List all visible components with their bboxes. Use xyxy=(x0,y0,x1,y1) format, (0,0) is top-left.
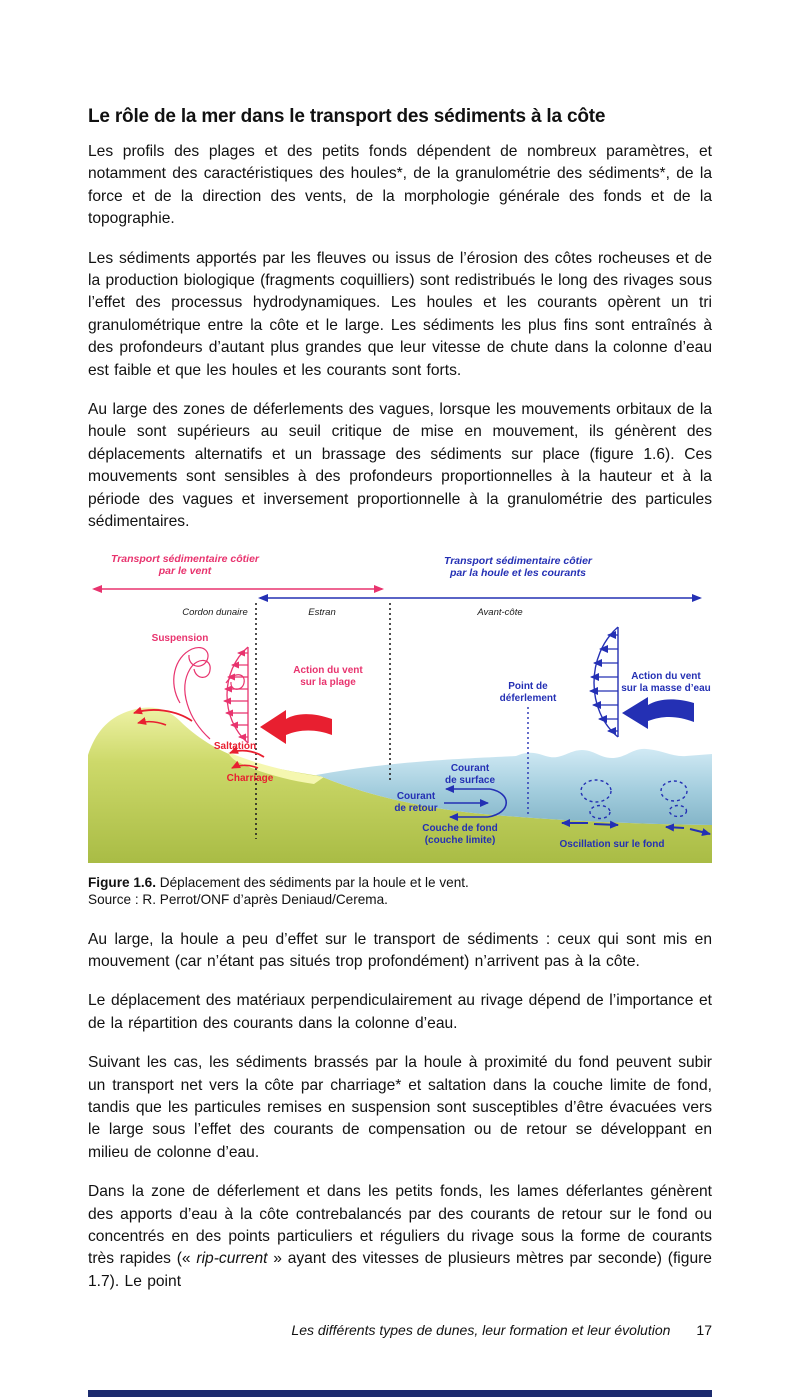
page-footer xyxy=(88,1322,712,1338)
charriage-label: Charriage xyxy=(226,772,274,784)
svg-text:de surface: de surface xyxy=(444,774,496,786)
paragraph: Suivant les cas, les sédiments brassés par la houle à proximité du fond peuvent subir un transport net vers la côte par charriage* et saltation dans la couche limite de fond, tandis que les particules remises en suspension sont susceptibles d’être évacuées vers le large sous l’effet des courants de compensation ou de retour se développant en milieu de colonne d’eau. xyxy=(88,1054,712,1161)
saltation-label: Saltation xyxy=(213,740,257,752)
suspension-spiral xyxy=(185,660,210,739)
svg-text:sur la plage: sur la plage xyxy=(300,676,356,688)
footer-rule xyxy=(88,1390,712,1397)
wave-transport-label: Transport sédimentaire côtier xyxy=(443,554,593,567)
paragraph: Dans la zone de déferlement et dans les petits fonds, les lames déferlantes génèrent des apports d’eau à la côte contrebalancés par des courants de retour sur le fond ou concentrés en des points particuliers et réguliers du rivage sous la forme de courants très rapides (« rip-current » ayant des vitesses de plusieurs mètres par seconde) (figure 1.7). Le point xyxy=(88,1183,712,1290)
zone-label-avant-cote: Avant-côte xyxy=(477,606,523,618)
figure-source: Source : R. Perrot/ONF d’après Deniaud/Cerema. xyxy=(88,892,388,907)
suspension-label: Suspension xyxy=(151,632,209,644)
intro-paragraphs xyxy=(88,141,712,534)
couche-fond-label: Couche de fond xyxy=(422,822,498,834)
oscillation-label: Oscillation sur le fond xyxy=(559,838,665,850)
onshore-wind-arrow xyxy=(260,710,332,744)
svg-text:par le vent: par le vent xyxy=(158,564,212,577)
paragraph: Les sédiments apportés par les fleuves ou issus de l’érosion des côtes rocheuses et de la production biologique (fragments coquilliers) sont redistribués le long des rivages sous l’effet des processus hydrodynamiques. Les houles et les courants opèrent un tri granulométrique entre la côte et le large. Les sédiments les plus fins sont entraînés à des profondeurs d’autant plus grandes que leur vitesse de chute dans la colonne d’eau est faible et que les houles et les courants sont forts. xyxy=(88,249,712,379)
svg-text:(couche limite): (couche limite) xyxy=(424,834,496,846)
svg-text:déferlement: déferlement xyxy=(499,692,557,704)
svg-text:de retour: de retour xyxy=(394,802,438,814)
page-title: Le rôle de la mer dans le transport des sédiments à la côte xyxy=(88,106,606,127)
action-vent-eau-label: Action du vent xyxy=(631,670,701,682)
book-page xyxy=(88,0,712,1310)
oscillation-arrow-right xyxy=(594,824,618,825)
page-number: 17 xyxy=(696,1322,712,1338)
wind-profile-sea xyxy=(590,627,618,737)
figure-caption xyxy=(88,874,712,909)
paragraph: Le déplacement des matériaux perpendiculairement au rivage dépend de l’importance et de la répartition des courants dans la colonne d’eau. xyxy=(88,992,712,1032)
figure-1-6 xyxy=(88,551,712,909)
paragraph: Les profils des plages et des petits fonds dépendent de nombreux paramètres, et notamment des caractéristiques des houles*, de la granulométrie des sédiments*, de la force et de la direction des vents, de la morphologie générale des fonds et de la topographie. xyxy=(88,143,712,228)
wind-profile-beach xyxy=(224,647,248,743)
running-title: Les différents types de dunes, leur formation et leur évolution xyxy=(291,1322,671,1338)
sediment-transport-diagram xyxy=(88,551,712,863)
offshore-wind-arrow xyxy=(622,697,694,729)
svg-text:par la houle et les courants: par la houle et les courants xyxy=(450,566,586,579)
courant-surface-label: Courant xyxy=(450,762,490,774)
svg-text:sur la masse d’eau: sur la masse d’eau xyxy=(621,682,711,694)
figure-diagram xyxy=(88,551,712,868)
body-paragraphs xyxy=(88,929,712,1294)
figure-caption-label: Figure 1.6. xyxy=(88,874,156,890)
paragraph: Au large, la houle a peu d’effet sur le transport de sédiments : ceux qui sont mis en mouvement (car n’étant pas situés trop profondément) n’arrivent pas à la côte. xyxy=(88,930,712,970)
figure-caption-text: Déplacement des sédiments par la houle et le vent. xyxy=(156,874,469,890)
point-deferlement-label: Point de xyxy=(508,680,548,692)
zone-label-dune: Cordon dunaire xyxy=(182,606,248,618)
courant-retour-label: Courant xyxy=(396,790,436,802)
paragraph: Au large des zones de déferlements des vagues, lorsque les mouvements orbitaux de la houle sont supérieurs au seuil critique de mise en mouvement, ils génèrent des déplacements alternatifs et un brassage des sédiments sur place (figure 1.6). Ces mouvements sont sensibles à des profondeurs proportionnelles à la hauteur et à la période des vagues et inversement proportionnelle à la granulométrie des particules sédimentaires. xyxy=(88,401,712,531)
wind-transport-label: Transport sédimentaire côtier xyxy=(110,552,260,565)
zone-label-estran: Estran xyxy=(308,606,336,618)
action-vent-plage-label: Action du vent xyxy=(293,664,363,676)
